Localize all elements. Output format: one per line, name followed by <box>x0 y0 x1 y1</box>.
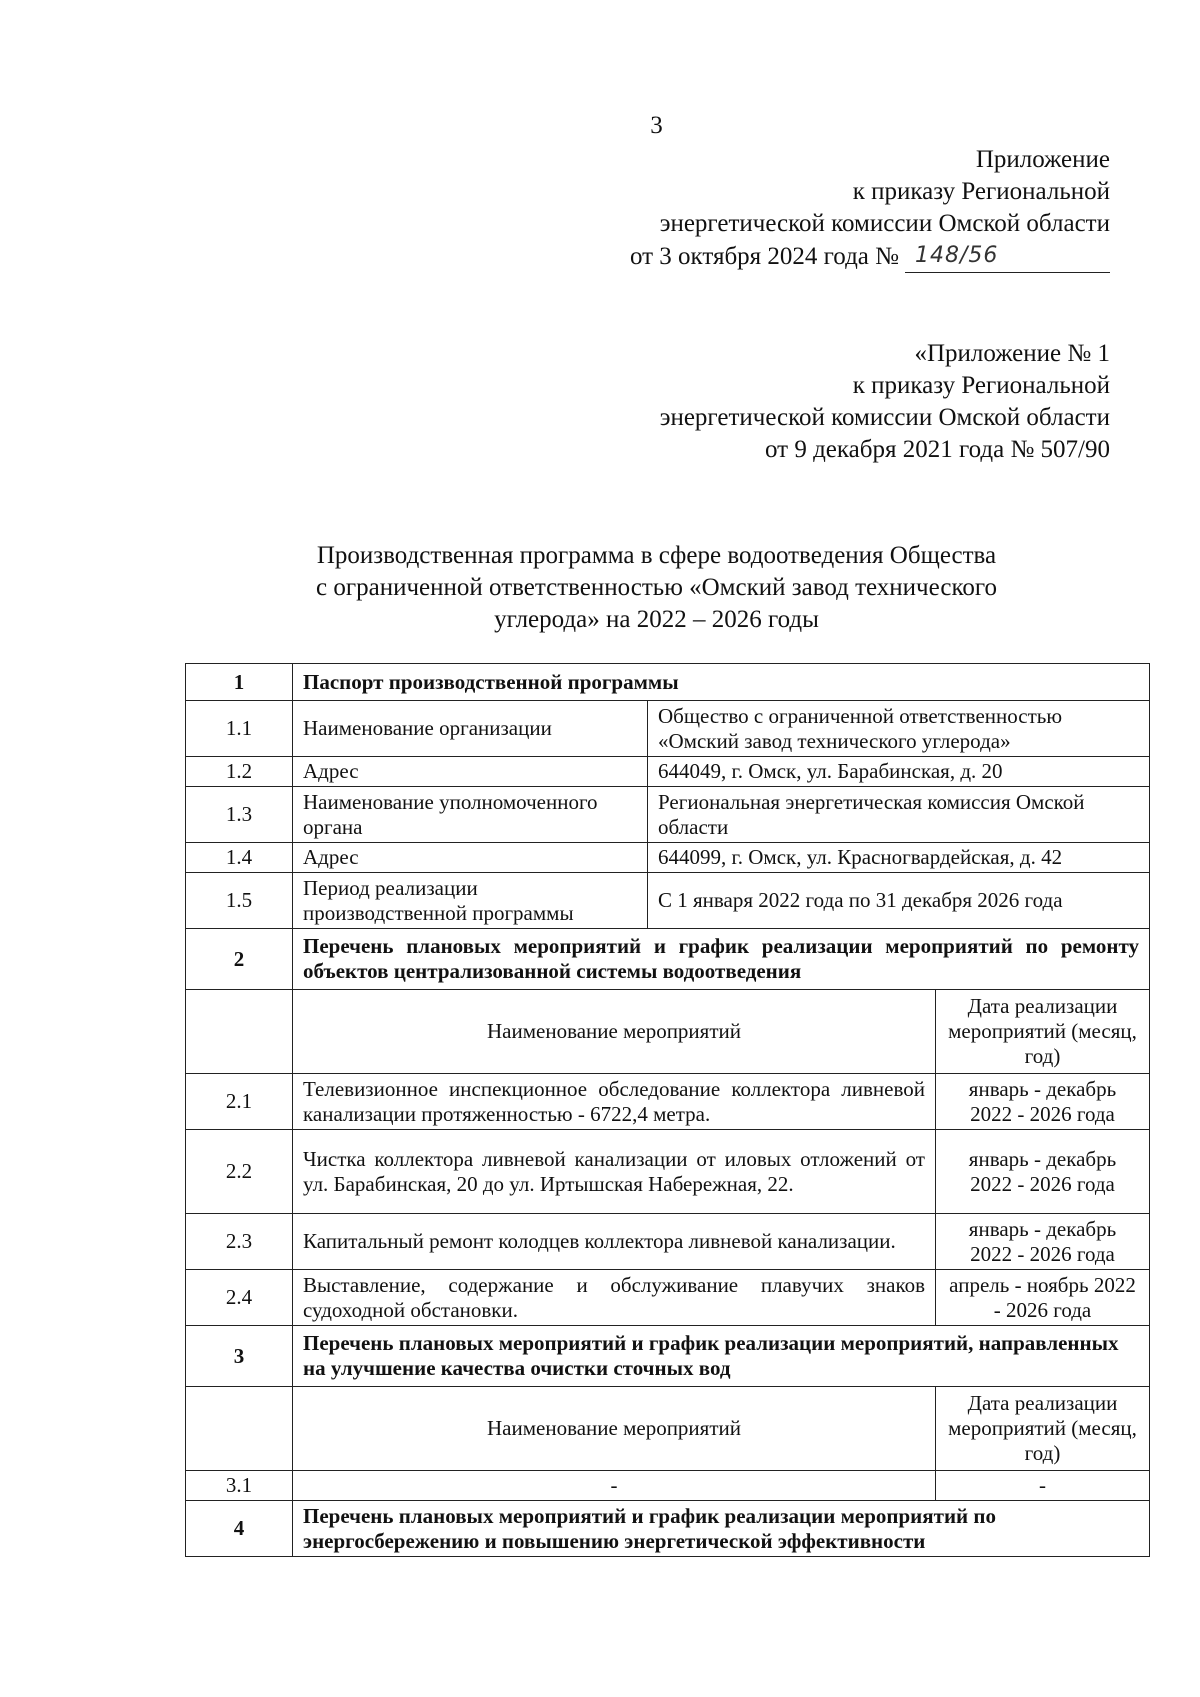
table-row <box>186 843 1150 873</box>
previous-appendix-line: от 9 декабря 2021 года № 507/90 <box>764 436 1110 463</box>
table-row <box>186 1270 1150 1326</box>
activity-date: апрель - ноябрь 2022 - 2026 года <box>936 1270 1150 1326</box>
row-number: 1.3 <box>186 787 293 843</box>
row-label: Наименование уполномоченного органа <box>293 787 648 843</box>
table-row <box>186 1214 1150 1270</box>
table-row <box>186 701 1150 757</box>
empty-cell <box>186 1387 293 1471</box>
column-header-date: Дата реализации мероприятий (месяц, год) <box>936 990 1150 1074</box>
table-row <box>186 1074 1150 1130</box>
row-label: Адрес <box>293 843 648 873</box>
production-program-table <box>185 663 1150 1557</box>
row-number: 2.4 <box>186 1270 293 1326</box>
column-header-row <box>186 1387 1150 1471</box>
activity-name: Выставление, содержание и обслуживание плавучих знаков судоходной обстановки. <box>293 1270 936 1326</box>
document-title-line: Производственная программа в сфере водоотведения Общества <box>316 542 997 569</box>
previous-appendix-line: к приказу Региональной <box>852 372 1110 399</box>
section-header-row <box>186 929 1150 990</box>
row-number: 2.3 <box>186 1214 293 1270</box>
table-row <box>186 757 1150 787</box>
appendix-header <box>630 144 1110 273</box>
row-value: 644099, г. Омск, ул. Красногвардейская, д. 42 <box>648 843 1150 873</box>
row-number: 2.1 <box>186 1074 293 1130</box>
appendix-header-line: энергетической комиссии Омской области <box>659 210 1110 237</box>
activity-name: - <box>293 1471 936 1501</box>
section-number: 3 <box>186 1326 293 1387</box>
section-number: 4 <box>186 1501 293 1557</box>
activity-name: Чистка коллектора ливневой канализации от иловых отложений от ул. Барабинская, 20 до ул. Иртышская Набережная, 22. <box>293 1130 936 1214</box>
section-title: Перечень плановых мероприятий и график реализации мероприятий, направленных на улучшение качества очистки сточных вод <box>293 1326 1150 1387</box>
row-value: Общество с ограниченной ответственностью «Омский завод технического углерода» <box>648 701 1150 757</box>
document-title-line: углерода» на 2022 – 2026 годы <box>494 606 819 633</box>
section-header-row <box>186 664 1150 701</box>
activity-date: - <box>936 1471 1150 1501</box>
section-header-row <box>186 1501 1150 1557</box>
row-label: Период реализации производственной программы <box>293 873 648 929</box>
appendix-header-line: к приказу Региональной <box>852 178 1110 205</box>
handwritten-order-number: 148/56 <box>915 243 999 268</box>
empty-cell <box>186 990 293 1074</box>
activity-date: январь - декабрь 2022 - 2026 года <box>936 1214 1150 1270</box>
page-number: 3 <box>650 112 663 139</box>
activity-name: Телевизионное инспекционное обследование коллектора ливневой канализации протяженностью - 6722,4 метра. <box>293 1074 936 1130</box>
document-title-line: с ограниченной ответственностью «Омский завод технического <box>316 574 997 601</box>
section-title: Паспорт производственной программы <box>293 664 1150 701</box>
table-row <box>186 873 1150 929</box>
section-number: 2 <box>186 929 293 990</box>
previous-appendix-line: энергетической комиссии Омской области <box>659 404 1110 431</box>
row-number: 1.1 <box>186 701 293 757</box>
row-label: Адрес <box>293 757 648 787</box>
document-title <box>0 540 1200 636</box>
section-title: Перечень плановых мероприятий и график реализации мероприятий по энергосбережению и повышению энергетической эффективности <box>293 1501 1150 1557</box>
row-number: 3.1 <box>186 1471 293 1501</box>
table-row <box>186 1130 1150 1214</box>
activity-name: Капитальный ремонт колодцев коллектора ливневой канализации. <box>293 1214 936 1270</box>
appendix-header-line: Приложение <box>975 146 1110 173</box>
order-date-line <box>630 240 1110 273</box>
row-value: 644049, г. Омск, ул. Барабинская, д. 20 <box>648 757 1150 787</box>
table-row <box>186 787 1150 843</box>
row-number: 1.2 <box>186 757 293 787</box>
previous-appendix-header <box>660 338 1110 466</box>
row-number: 1.4 <box>186 843 293 873</box>
row-value: Региональная энергетическая комиссия Омской области <box>648 787 1150 843</box>
column-header-name: Наименование мероприятий <box>293 990 936 1074</box>
order-date-text: от 3 октября 2024 года № <box>629 243 899 270</box>
table-row <box>186 1471 1150 1501</box>
order-number-field <box>905 240 1110 273</box>
section-number: 1 <box>186 664 293 701</box>
column-header-date: Дата реализации мероприятий (месяц, год) <box>936 1387 1150 1471</box>
activity-date: январь - декабрь 2022 - 2026 года <box>936 1130 1150 1214</box>
section-title: Перечень плановых мероприятий и график реализации мероприятий по ремонту объектов централизованной системы водоотведения <box>293 929 1150 990</box>
row-number: 1.5 <box>186 873 293 929</box>
activity-date: январь - декабрь 2022 - 2026 года <box>936 1074 1150 1130</box>
row-number: 2.2 <box>186 1130 293 1214</box>
column-header-name: Наименование мероприятий <box>293 1387 936 1471</box>
row-value: С 1 января 2022 года по 31 декабря 2026 года <box>648 873 1150 929</box>
column-header-row <box>186 990 1150 1074</box>
section-header-row <box>186 1326 1150 1387</box>
previous-appendix-line: «Приложение № 1 <box>914 340 1110 367</box>
row-label: Наименование организации <box>293 701 648 757</box>
